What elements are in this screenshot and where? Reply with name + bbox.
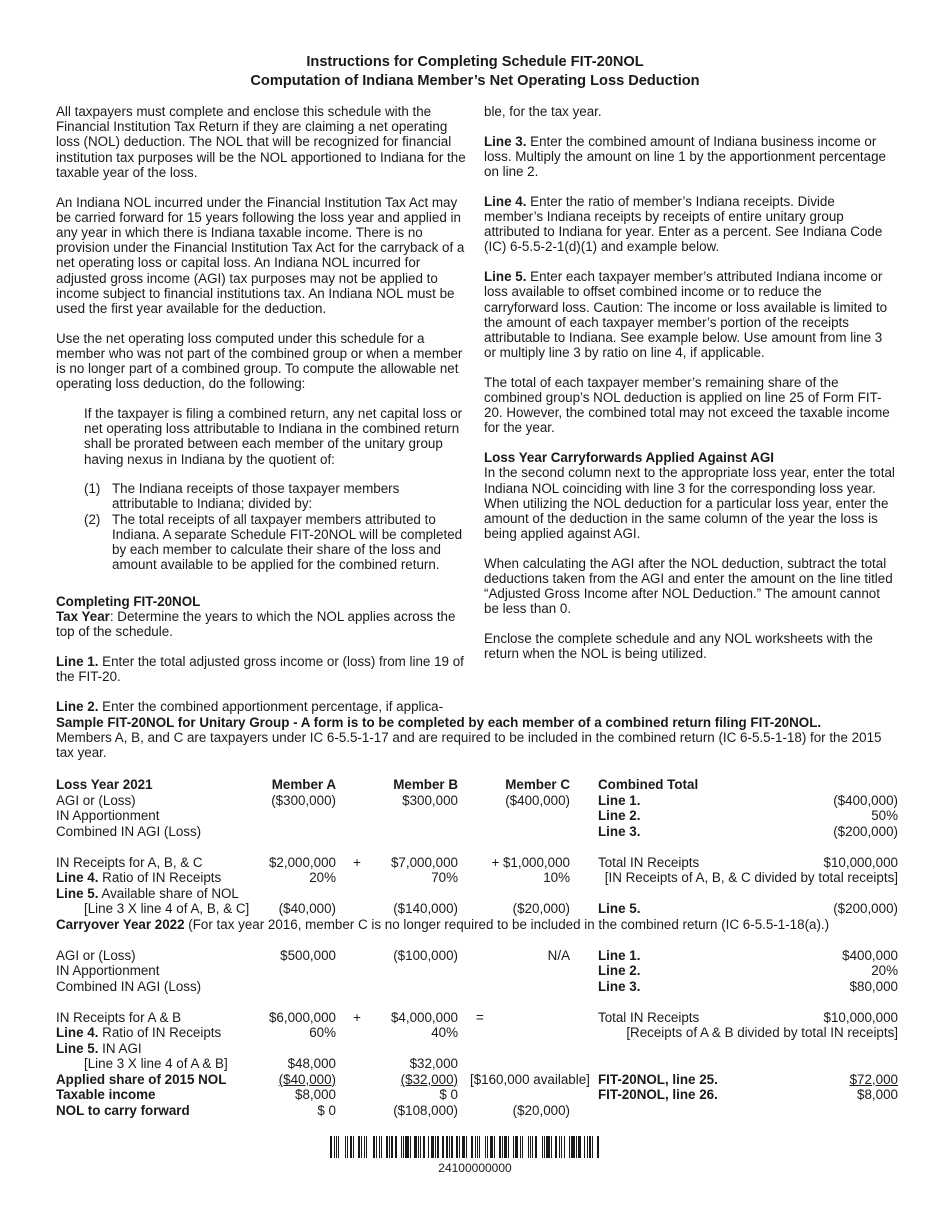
cell-value: ($200,000) (833, 901, 898, 916)
cell-value: 20% (871, 963, 898, 978)
cell-value: 40% (431, 1025, 458, 1040)
barcode-bar (542, 1136, 543, 1158)
cell-value: N/A (547, 947, 570, 963)
plus-sign: + (353, 1009, 361, 1025)
member-b-header: Member B (393, 777, 458, 792)
barcode-bar (538, 1136, 540, 1158)
barcode-bar (420, 1136, 421, 1158)
table-row (56, 1087, 898, 1103)
line2-paragraph (56, 699, 468, 714)
barcode-bar (456, 1136, 458, 1158)
barcode-bar (504, 1136, 506, 1158)
barcode-bar (386, 1136, 388, 1158)
agi-paragraph: When calculating the AGI after the NOL deduction, subtract the total deductions taken from the AGI and enter the amount on the line titled “Adjusted Gross Income after NOL Deduction.” The amount cannot be less than 0. (484, 555, 893, 617)
cell-value: ($200,000) (833, 823, 898, 839)
tax-year-paragraph (56, 609, 468, 639)
row-label (56, 1041, 256, 1057)
barcode-number: 24100000000 (438, 1161, 512, 1175)
row-label: IN Apportionment (56, 963, 160, 978)
barcode-bar (551, 1136, 552, 1158)
carry-paragraph: In the second column next to the appropriate loss year, enter the total Indiana NOL coinciding with line 3 for the corresponding loss year. When utilizing the NOL deduction for a particular loss year, enter the amount of the deduction in the same column of the year the loss is being applied against AGI. (484, 465, 895, 542)
line-text: Ratio of IN Receipts (98, 1025, 222, 1040)
row-label: Total IN Receipts (598, 854, 700, 870)
equals-sign: = (476, 1009, 484, 1025)
cell-value: $10,000,000 (823, 854, 898, 870)
table-row (56, 1041, 898, 1057)
barcode-bar (412, 1136, 413, 1158)
carryover-label: Carryover Year 2022 (56, 916, 185, 932)
barcode-bar (490, 1136, 493, 1158)
line4-label: Line 4. (484, 193, 527, 209)
barcode-bar (347, 1136, 348, 1158)
sample-table (56, 777, 898, 1118)
tax-year-text: : Determine the years to which the NOL applies across the top of the schedule. (56, 609, 456, 640)
barcode-bar (449, 1136, 450, 1158)
cell-value: ($400,000) (505, 792, 570, 808)
barcode-bar (597, 1136, 599, 1158)
line-label: Line 5. (56, 1040, 99, 1056)
table-row (56, 777, 898, 793)
barcode-bar (418, 1136, 419, 1158)
line4-paragraph (484, 194, 896, 255)
line5-text: Enter each taxpayer member’s attributed Indiana income or loss available to offset combined income or to reduce the carryforward loss. Caution: The income or loss available is limited to the amount of each taxpayer member’s portion of the receipts attributable to Indiana. See example below. Use amount from line 3 or multiply line 3 by ratio on line 4, if applicable. (484, 269, 888, 361)
line-text: IN AGI (98, 1040, 142, 1056)
ratio-note: [Receipts of A & B divided by total IN receipts] (626, 1025, 898, 1040)
cell-value: $ 0 (317, 1102, 336, 1118)
cell-value: ($300,000) (271, 792, 336, 808)
barcode-bar (414, 1136, 416, 1158)
barcode-bar (426, 1136, 427, 1158)
line-text: Ratio of IN Receipts (98, 870, 222, 885)
table-row (56, 979, 898, 995)
line-label: Line 3. (598, 823, 641, 839)
row-label (56, 1025, 256, 1041)
table-row (56, 1072, 898, 1088)
title-line-2: Computation of Indiana Member’s Net Operating Loss Deduction (250, 73, 700, 89)
barcode-bar (364, 1136, 365, 1158)
barcode-bar (569, 1136, 570, 1158)
table-row (56, 1103, 898, 1119)
barcode-bar (571, 1136, 574, 1158)
barcode-bar (451, 1136, 452, 1158)
cell-value: 20% (309, 870, 336, 885)
cell-value: ($400,000) (833, 792, 898, 808)
barcode-bar (587, 1136, 588, 1158)
sample-section (56, 715, 898, 761)
cell-value: ($40,000) (278, 901, 336, 916)
barcode-bar (576, 1136, 577, 1158)
barcode-bar (440, 1136, 441, 1158)
continued-paragraph: ble, for the tax year. (484, 104, 602, 119)
barcode-bar (410, 1136, 411, 1158)
list-item (84, 512, 468, 573)
row-label: Combined IN AGI (Loss) (56, 978, 202, 994)
barcode-bar (544, 1136, 545, 1158)
table-row (56, 870, 898, 886)
barcode-bar (403, 1136, 404, 1158)
barcode-bar (502, 1136, 503, 1158)
line-label: Line 2. (598, 963, 641, 978)
barcode-bar (559, 1136, 560, 1158)
row-label: IN Receipts for A, B, & C (56, 854, 203, 870)
line3-label: Line 3. (484, 133, 527, 149)
cell-value: ($140,000) (393, 901, 458, 916)
barcode-bar (499, 1136, 501, 1158)
barcode-bar (513, 1136, 514, 1158)
table-row (56, 948, 898, 964)
carry-heading: Loss Year Carryforwards Applied Against AGI (484, 450, 774, 466)
barcode-bar (366, 1136, 367, 1158)
carryforward-paragraph: An Indiana NOL incurred under the Financial Institution Tax Act may be carried forward for 15 years following the loss year and applied in any year in which there is Indiana taxable income. There is no provision under the Financial Institution Tax Act for the carryback of a net operating loss or capital loss. An Indiana NOL incurred for adjusted gross income (AGI) tax purposes may not be applied to income subject to financial institutions tax. An Indiana NOL must be used the first year available for the deduction. (56, 194, 465, 316)
barcode-bar (446, 1136, 448, 1158)
list-item (84, 481, 468, 511)
barcode-bar (340, 1136, 343, 1158)
line1-text: Enter the total adjusted gross income or (loss) from line 19 of the FIT-20. (56, 654, 464, 685)
barcode-bar (379, 1136, 380, 1158)
total-paragraph: The total of each taxpayer member’s remaining share of the combined group’s NOL deduction is applied on line 25 of Form FIT-20. However, the combined total may not exceed the taxable income for the year. (484, 374, 890, 436)
barcode-bar (485, 1136, 486, 1158)
line5-label: Line 5. (484, 269, 527, 285)
ratio-note: [IN Receipts of A, B, & C divided by total receipts] (604, 870, 898, 885)
barcode-bar (469, 1136, 470, 1158)
table-row (56, 1010, 898, 1026)
barcode-bar (356, 1136, 357, 1158)
quotient-list (84, 481, 468, 572)
barcode-bar (361, 1136, 362, 1158)
barcode-bar (578, 1136, 580, 1158)
barcode-bar (561, 1136, 562, 1158)
barcode-bar (475, 1136, 476, 1158)
row-label: AGI or (Loss) (56, 947, 136, 963)
cell-value: ($32,000) (400, 1071, 458, 1087)
barcode-bar (428, 1136, 429, 1158)
barcode-bar (487, 1136, 488, 1158)
barcode-bar (373, 1136, 375, 1158)
line-label: Line 5. (56, 885, 99, 901)
barcode-bar (330, 1136, 332, 1158)
barcode-bar (381, 1136, 382, 1158)
barcode-bar (459, 1136, 460, 1158)
barcode-bar (398, 1136, 399, 1158)
barcode-bar (592, 1136, 593, 1158)
barcode-bar (442, 1136, 444, 1158)
line-label: Line 1. (598, 792, 641, 808)
barcode-bar (454, 1136, 455, 1158)
row-label: Taxable income (56, 1087, 156, 1102)
intro-paragraph: All taxpayers must complete and enclose this schedule with the Financial Institution Tax Return if they are claiming a net operating loss (NOL) deduction. The NOL that will be recognized for financial institution tax purposes will be the NOL apportioned to Indiana for the taxable year of the loss. (56, 104, 466, 180)
barcode-bar (350, 1136, 352, 1158)
cell-value: $80,000 (849, 978, 898, 994)
barcode-bar (345, 1136, 346, 1158)
member-c-header: Member C (505, 777, 570, 792)
combined-return-paragraph: If the taxpayer is filing a combined return, any net capital loss or net operating loss attributable to Indiana in the combined return shall be prorated between each member of the unitary group having nexus in Indiana by the quotient of: (84, 405, 463, 467)
cell-value: ($40,000) (278, 1071, 336, 1087)
cell-value: $ 0 (439, 1087, 458, 1102)
line-label: Line 5. (598, 901, 641, 916)
plus-sign: + (353, 854, 361, 870)
row-label: Applied share of 2015 NOL (56, 1071, 227, 1087)
barcode-bar (376, 1136, 377, 1158)
row-label: IN Receipts for A & B (56, 1009, 182, 1025)
barcode-bar (530, 1136, 531, 1158)
list-number: (1) (84, 481, 101, 497)
cell-value: $4,000,000 (390, 1009, 458, 1025)
table-row (56, 886, 898, 902)
carryover-row (56, 917, 898, 933)
cell-value: $500,000 (280, 947, 336, 963)
barcode-bar (553, 1136, 554, 1158)
cell-value: $32,000 (409, 1056, 458, 1071)
row-label: [Line 3 X line 4 of A, B, & C] (84, 901, 250, 916)
barcode-bar (595, 1136, 596, 1158)
table-row (56, 824, 898, 840)
table-row (56, 1025, 898, 1041)
cell-value: 70% (431, 870, 458, 885)
line2-text: Enter the combined apportionment percentage, if applica- (98, 699, 444, 714)
loss-year-header: Loss Year 2021 (56, 777, 153, 792)
barcode-bar (431, 1136, 434, 1158)
barcode-bar (532, 1136, 533, 1158)
table-row (56, 808, 898, 824)
list-number: (2) (84, 511, 101, 527)
table-row (56, 901, 898, 917)
barcode-bar (546, 1136, 549, 1158)
table-row (56, 963, 898, 979)
barcode-bar (368, 1136, 371, 1158)
cell-value: ($20,000) (512, 901, 570, 916)
barcode-bar (391, 1136, 393, 1158)
cell-value: ($108,000) (393, 1102, 458, 1118)
line-label: Line 4. (56, 1025, 99, 1040)
barcode-bar (515, 1136, 518, 1158)
barcode-bar (471, 1136, 473, 1158)
barcode-bar (584, 1136, 585, 1158)
barcode-bar (389, 1136, 390, 1158)
cell-value: $8,000 (857, 1087, 898, 1102)
line-label: FIT-20NOL, line 25. (598, 1071, 718, 1087)
barcode-bar (437, 1136, 438, 1158)
left-column (56, 104, 468, 729)
cell-value: ($100,000) (393, 947, 458, 963)
cell-value: $7,000,000 (390, 854, 458, 870)
barcode-bar (508, 1136, 509, 1158)
barcode-bar (564, 1136, 565, 1158)
cell-value: $10,000,000 (823, 1009, 898, 1025)
completing-heading: Completing FIT-20NOL (56, 593, 201, 609)
table-row (56, 855, 898, 871)
compute-paragraph: Use the net operating loss computed under this schedule for a member who was not part of the combined group or when a member is no longer part of a combined group. To compute the allowable net operating loss deduction, do the following: (56, 330, 463, 392)
list-text: The total receipts of all taxpayer members attributed to Indiana. A separate Schedule FIT-20NOL will be completed by each member to calculate their share of the loss and amount available to be applied for the combined return. (112, 511, 463, 573)
barcode-bar (383, 1136, 384, 1158)
cell-value: $300,000 (402, 792, 458, 808)
line-label: Line 2. (598, 808, 641, 823)
line-label: Line 3. (598, 978, 641, 994)
barcode-bar (466, 1136, 467, 1158)
sample-text: Members A, B, and C are taxpayers under IC 6-5.5-1-17 and are required to be included in the combined return (IC 6-5.5-1-18) for the 2015 tax year. (56, 730, 882, 761)
barcode-bar (401, 1136, 402, 1158)
cell-value: $2,000,000 (268, 854, 336, 870)
barcode-bar (479, 1136, 480, 1158)
cell-value: 10% (543, 870, 570, 885)
barcode-bar (336, 1136, 337, 1158)
row-label: AGI or (Loss) (56, 792, 136, 808)
page-title (0, 53, 950, 91)
cell-value: $72,000 (849, 1071, 898, 1087)
sample-heading: Sample FIT-20NOL for Unitary Group - A form is to be completed by each member of a combined return filing FIT-20NOL. (56, 715, 822, 730)
row-label (56, 886, 336, 902)
line5-paragraph (484, 269, 896, 360)
list-text: The Indiana receipts of those taxpayer members attributable to Indiana; divided by: (112, 481, 400, 512)
cell-value: + $1,000,000 (491, 854, 570, 870)
cell-value: 50% (871, 808, 898, 823)
row-label: Total IN Receipts (598, 1009, 700, 1025)
line-label: FIT-20NOL, line 26. (598, 1087, 718, 1102)
barcode-bar (520, 1136, 521, 1158)
line3-paragraph (484, 134, 896, 180)
title-line-1: Instructions for Completing Schedule FIT-20NOL (306, 54, 644, 70)
barcode-bar (395, 1136, 397, 1158)
carryover-text: (For tax year 2016, member C is no longer required to be included in the combined return (IC 6-5.5-1-18(a).) (184, 916, 830, 932)
enclose-paragraph: Enclose the complete schedule and any NOL worksheets with the return when the NOL is being utilized. (484, 631, 873, 662)
line-label: Line 1. (598, 947, 641, 963)
table-row (56, 1056, 898, 1072)
barcode-bar (358, 1136, 360, 1158)
barcode-bar (353, 1136, 354, 1158)
table-row (56, 793, 898, 809)
line-label: Line 4. (56, 870, 99, 885)
barcode-bar (423, 1136, 425, 1158)
line1-label: Line 1. (56, 654, 99, 670)
barcode-bar (566, 1136, 568, 1158)
cell-value: $48,000 (287, 1056, 336, 1071)
cell-value: $6,000,000 (268, 1009, 336, 1025)
barcode-bar (522, 1136, 523, 1158)
barcode-bar (589, 1136, 591, 1158)
tax-year-label: Tax Year (56, 609, 110, 625)
barcode-bar (524, 1136, 526, 1158)
barcode-bar (477, 1136, 478, 1158)
row-label: NOL to carry forward (56, 1102, 190, 1118)
combined-header: Combined Total (598, 777, 699, 792)
cell-value: 60% (309, 1025, 336, 1040)
barcode-bar (481, 1136, 483, 1158)
table-row (56, 917, 898, 933)
cell-value: $400,000 (842, 947, 898, 963)
available-note: [$160,000 available] (470, 1071, 590, 1087)
barcode-bar (535, 1136, 537, 1158)
barcode-bar (405, 1136, 408, 1158)
barcode-bar (582, 1136, 583, 1158)
line4-text: Enter the ratio of member’s Indiana receipts. Divide member’s Indiana receipts by receipts of entire unitary group attributed to Indiana for year. Enter as a percent. See Indiana Code (IC) 6-5.5-2-1(d)(1) and example below. (484, 193, 883, 255)
row-label: IN Apportionment (56, 808, 160, 823)
barcode-bar (497, 1136, 498, 1158)
barcode-bar (555, 1136, 557, 1158)
cell-value: ($20,000) (512, 1102, 570, 1118)
row-label: Combined IN AGI (Loss) (56, 823, 202, 839)
barcode-bar (462, 1136, 465, 1158)
barcode-bar (338, 1136, 339, 1158)
barcode-bar (494, 1136, 495, 1158)
barcode-bar (435, 1136, 436, 1158)
barcode-bar (334, 1136, 335, 1158)
line2-label: Line 2. (56, 699, 99, 714)
line1-paragraph (56, 654, 468, 684)
barcode (330, 1136, 620, 1158)
barcode-bar (510, 1136, 511, 1158)
row-label: [Line 3 X line 4 of A & B] (84, 1056, 228, 1071)
cell-value: $8,000 (295, 1087, 336, 1102)
row-label (56, 870, 256, 886)
line3-text: Enter the combined amount of Indiana business income or loss. Multiply the amount on line 1 by the apportionment percentage on line 2. (484, 133, 886, 180)
line-text: Available share of NOL (98, 885, 239, 901)
right-column (484, 104, 896, 676)
barcode-bar (528, 1136, 529, 1158)
member-a-header: Member A (271, 777, 336, 792)
